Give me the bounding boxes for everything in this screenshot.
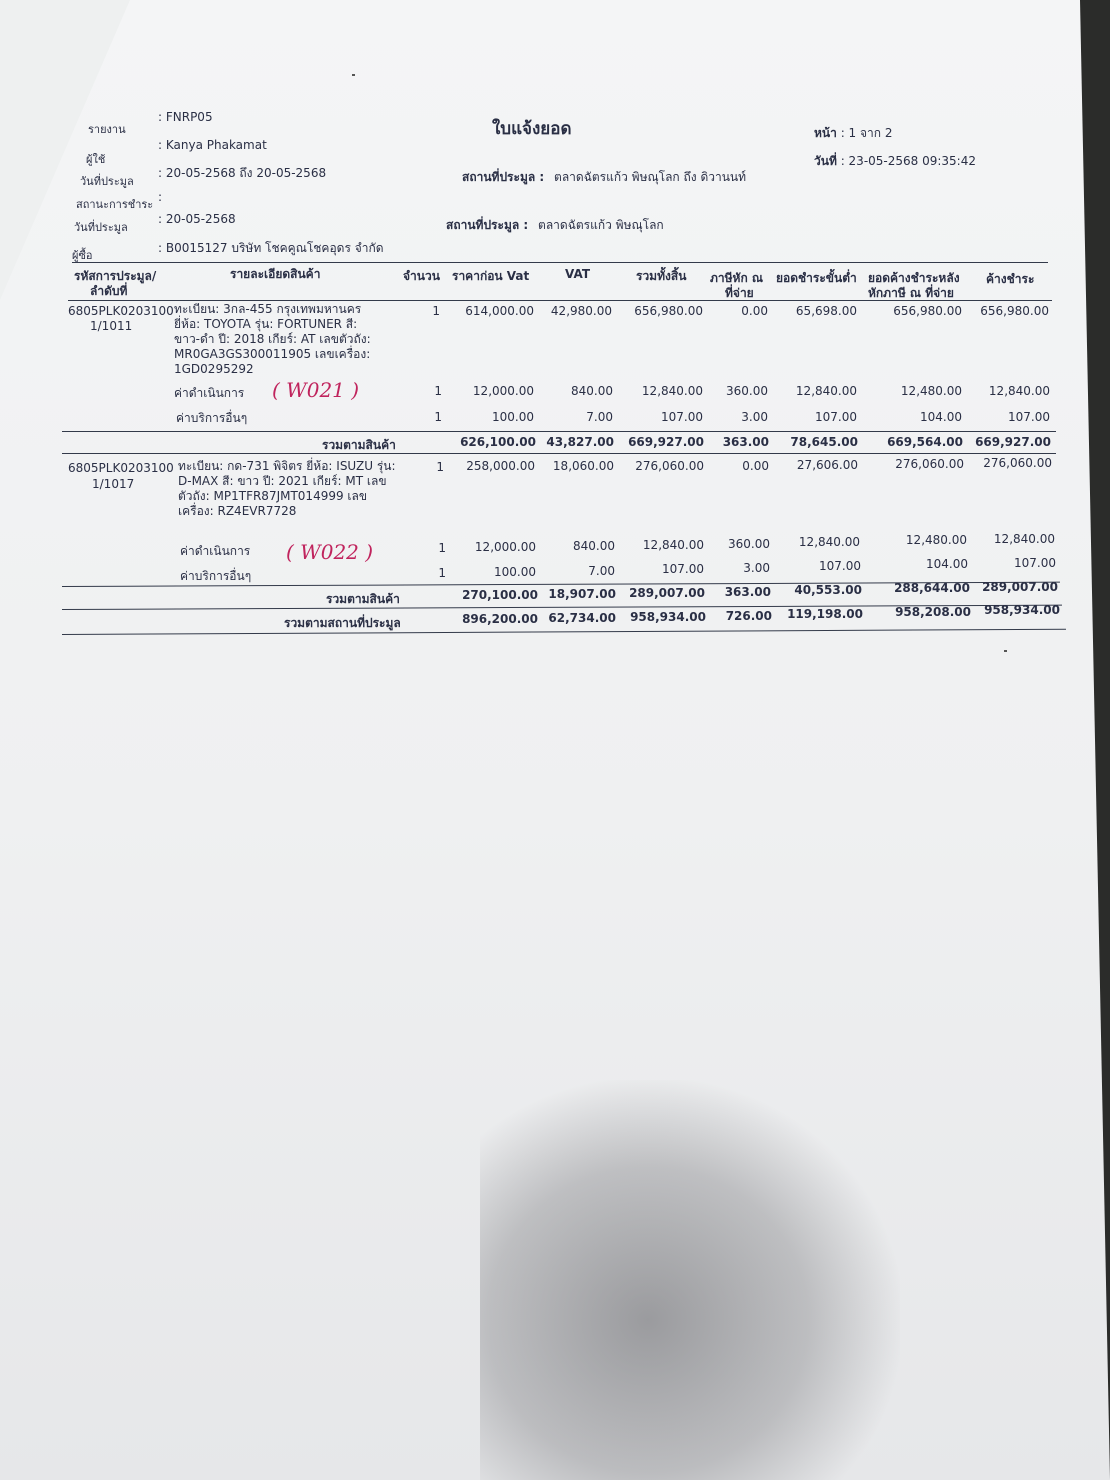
item-1-subtotal-due: 669,927.00	[975, 435, 1051, 449]
label-buyer: ผู้ซื้อ	[72, 249, 93, 262]
item-2-subtotal-label: รวมตามสินค้า	[326, 592, 400, 606]
col-due: ค้างชำระ	[986, 272, 1035, 286]
payment-status-value: :	[158, 190, 163, 204]
item-1-detail: ทะเบียน: 3กล-455 กรุงเทพมหานคร ยี่ห้อ: TOYOTA รุ่น: FORTUNER สี: ขาว-ดำ ปี: 2018 เกียร์: AT เลขตัวถัง: MR0GA3GS300011905 เลขเครื่อง: 1GD0295292	[174, 302, 371, 376]
page-value: : 1 จาก 2	[840, 126, 893, 140]
auction-place-value: ตลาดฉัตรแก้ว พิษณุโลก	[538, 218, 664, 232]
item-1-service-total: 107.00	[661, 410, 703, 424]
item-2-seq: 1/1017	[92, 477, 135, 491]
item-2-fee-vat: 840.00	[573, 539, 615, 553]
item-2-subtotal-wht: 363.00	[724, 585, 771, 599]
paper-speck	[1004, 650, 1007, 652]
item-1-subtotal-top-rule	[62, 431, 1056, 432]
item-2-fee-due: 12,840.00	[993, 532, 1055, 546]
grand-total-label: รวมตามสถานที่ประมูล	[284, 616, 401, 630]
header-bottom-rule	[68, 300, 1052, 301]
item-2-fee-total: 12,840.00	[642, 538, 704, 552]
col-min-pay: ยอดชำระขั้นต่ำ	[776, 271, 857, 285]
item-1-wht: 0.00	[741, 304, 768, 318]
item-1-service-min-pay: 107.00	[815, 410, 857, 424]
label-user: ผู้ใช้	[86, 153, 106, 166]
item-2-service-vat: 7.00	[588, 564, 615, 578]
item-2-min-pay: 27,606.00	[796, 458, 858, 472]
col-code-2: ลำดับที่	[90, 284, 128, 298]
item-2-service-wht: 3.00	[743, 561, 770, 575]
user-name: : Kanya Phakamat	[158, 138, 267, 152]
item-1-fee-wht: 360.00	[726, 384, 768, 398]
auction-place-range-value: ตลาดฉัตรแก้ว พิษณุโลก ถึง ดิวานนท์	[554, 170, 747, 184]
paper-speck	[352, 74, 355, 76]
page-label: หน้า	[814, 126, 837, 140]
col-wht-2: ที่จ่าย	[725, 286, 754, 300]
col-vat: VAT	[565, 267, 591, 281]
item-2-service-balance: 104.00	[926, 557, 968, 571]
item-1-service-vat: 7.00	[586, 410, 613, 424]
document-title: ใบแจ้งยอด	[492, 119, 572, 139]
col-code: รหัสการประมูล/	[74, 269, 157, 283]
item-2-fee-pre-vat: 12,000.00	[474, 540, 536, 554]
print-date	[814, 152, 976, 171]
page-info	[814, 124, 892, 143]
item-1-subtotal-min-pay: 78,645.00	[790, 435, 858, 449]
item-2-service-qty: 1	[438, 566, 446, 580]
item-1-balance: 656,980.00	[893, 304, 962, 318]
item-1-fee-qty: 1	[434, 384, 442, 398]
col-pre-vat: ราคาก่อน Vat	[452, 269, 530, 283]
item-2-subtotal-vat: 18,907.00	[548, 587, 616, 601]
item-1-min-pay: 65,698.00	[795, 304, 857, 318]
item-2-wht: 0.00	[742, 459, 769, 473]
col-total: รวมทั้งสิ้น	[636, 269, 687, 283]
label-auction-date: วันที่ประมูล	[80, 175, 134, 188]
item-2-fee-balance: 12,480.00	[905, 533, 967, 547]
auction-date-range: : 20-05-2568 ถึง 20-05-2568	[158, 166, 327, 180]
item-1-vat: 42,980.00	[550, 304, 612, 318]
auction-place	[446, 216, 664, 235]
col-qty: จำนวน	[403, 269, 440, 283]
item-1-subtotal-total: 669,927.00	[628, 435, 704, 449]
item-2-service-min-pay: 107.00	[819, 559, 861, 573]
col-balance-2: หักภาษี ณ ที่จ่าย	[868, 286, 954, 300]
item-2-service-pre-vat: 100.00	[494, 565, 536, 579]
print-date-value: : 23-05-2568 09:35:42	[840, 154, 976, 168]
item-1-handwritten-note: ( W021 )	[272, 378, 360, 402]
auction-place-label: สถานที่ประมูล :	[446, 218, 529, 232]
item-2-subtotal-due: 289,007.00	[982, 580, 1058, 594]
item-1-fee-pre-vat: 12,000.00	[472, 384, 534, 398]
item-1-fee-due: 12,840.00	[988, 384, 1050, 398]
item-2-detail: ทะเบียน: กด-731 พิจิตร ยี่ห้อ: ISUZU รุ่น: D-MAX สี: ขาว ปี: 2021 เกียร์: MT เลขตัวถัง: MP1TFR87JMT014999 เลขเครื่อง: RZ4EVR7728	[178, 459, 396, 518]
item-1-total: 656,980.00	[634, 304, 703, 318]
auction-date: : 20-05-2568	[158, 212, 236, 226]
item-1-subtotal-bottom-rule	[62, 453, 1056, 454]
item-2-service-label: ค่าบริการอื่นๆ	[180, 569, 252, 583]
item-2-balance: 276,060.00	[895, 457, 964, 471]
item-2-total: 276,060.00	[635, 459, 704, 473]
header-top-rule	[72, 262, 1048, 263]
item-1-due: 656,980.00	[980, 304, 1049, 318]
grand-total-balance: 958,208.00	[895, 605, 971, 619]
item-2-subtotal-total: 289,007.00	[629, 586, 705, 600]
grand-total-bottom-rule	[62, 629, 1066, 635]
item-1-service-qty: 1	[434, 410, 442, 424]
auction-place-range	[462, 168, 746, 187]
label-report: รายงาน	[88, 123, 126, 136]
grand-total-due: 958,934.00	[984, 603, 1060, 617]
item-1-subtotal-label: รวมตามสินค้า	[322, 438, 396, 452]
item-1-service-label: ค่าบริการอื่นๆ	[176, 411, 248, 425]
item-2-subtotal-pre-vat: 270,100.00	[462, 588, 538, 602]
item-1-seq: 1/1011	[90, 319, 133, 333]
grand-total-vat: 62,734.00	[548, 611, 616, 625]
item-2-fee-wht: 360.00	[728, 537, 770, 551]
buyer: : B0015127 บริษัท โชคคูณโชคอุดร จำกัด	[158, 241, 384, 255]
item-1-subtotal-balance: 669,564.00	[887, 435, 963, 449]
auction-place-range-label: สถานที่ประมูล :	[462, 170, 545, 184]
item-2-fee-qty: 1	[438, 541, 446, 555]
item-2-subtotal-min-pay: 40,553.00	[794, 583, 862, 597]
col-balance: ยอดค้างชำระหลัง	[868, 271, 960, 285]
item-1-fee-balance: 12,480.00	[900, 384, 962, 398]
label-payment-status: สถานะการชำระ	[76, 198, 154, 211]
item-1-service-balance: 104.00	[920, 410, 962, 424]
item-2-fee-label: ค่าดำเนินการ	[180, 544, 251, 558]
item-2-fee-min-pay: 12,840.00	[798, 535, 860, 549]
item-2-code: 6805PLK0203100	[68, 461, 174, 475]
item-1-qty: 1	[432, 304, 440, 318]
item-1-service-due: 107.00	[1008, 410, 1050, 424]
item-1-fee-min-pay: 12,840.00	[795, 384, 857, 398]
item-2-handwritten-note: ( W022 )	[286, 540, 374, 564]
item-1-fee-total: 12,840.00	[641, 384, 703, 398]
item-1-service-pre-vat: 100.00	[492, 410, 534, 424]
item-2-subtotal-balance: 288,644.00	[894, 581, 970, 595]
item-1-subtotal-vat: 43,827.00	[546, 435, 614, 449]
item-1-service-wht: 3.00	[741, 410, 768, 424]
item-2-service-total: 107.00	[662, 562, 704, 576]
item-2-qty: 1	[436, 460, 444, 474]
grand-total-pre-vat: 896,200.00	[462, 612, 538, 626]
item-2-vat: 18,060.00	[552, 459, 614, 473]
item-2-service-due: 107.00	[1014, 556, 1056, 570]
grand-total-min-pay: 119,198.00	[787, 607, 863, 621]
print-date-label: วันที่	[814, 154, 837, 168]
item-2-pre-vat: 258,000.00	[466, 459, 535, 473]
col-detail: รายละเอียดสินค้า	[230, 267, 321, 281]
item-1-subtotal-pre-vat: 626,100.00	[460, 435, 536, 449]
col-wht: ภาษีหัก ณ	[710, 271, 764, 285]
grand-total-wht: 726.00	[725, 609, 772, 623]
grand-total-total: 958,934.00	[630, 610, 706, 624]
item-1-pre-vat: 614,000.00	[465, 304, 534, 318]
label-auction-date-2: วันที่ประมูล	[74, 221, 128, 234]
item-1-fee-label: ค่าดำเนินการ	[174, 386, 245, 400]
item-1-code: 6805PLK0203100	[68, 304, 174, 318]
report-code: : FNRP05	[158, 110, 213, 124]
item-2-due: 276,060.00	[983, 456, 1052, 470]
item-1-fee-vat: 840.00	[571, 384, 613, 398]
item-1-subtotal-wht: 363.00	[722, 435, 769, 449]
